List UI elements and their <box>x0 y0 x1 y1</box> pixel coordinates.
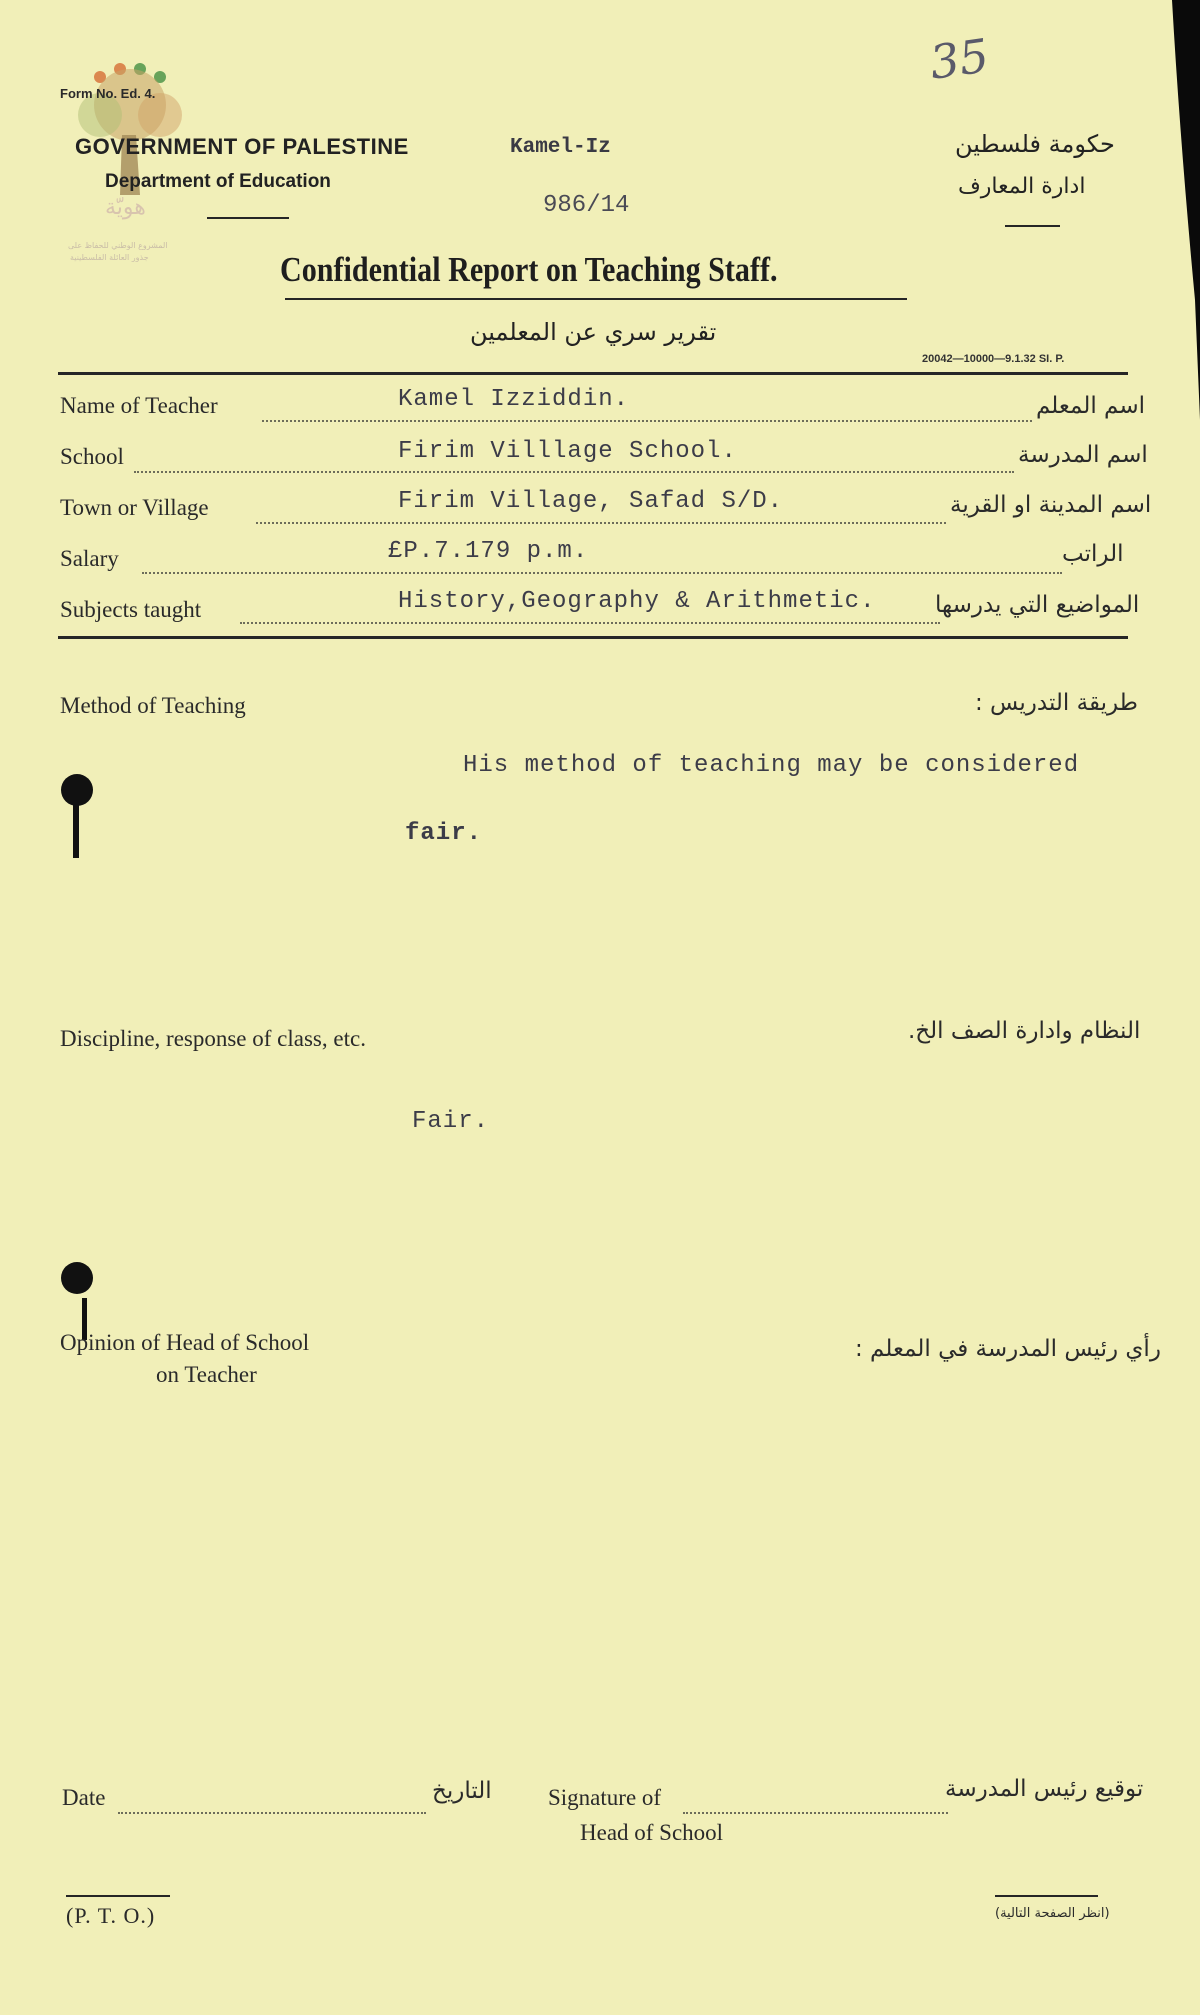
government-title-en: GOVERNMENT OF PALESTINE <box>75 134 409 159</box>
field-label-ar: اسم المدرسة <box>1018 442 1148 468</box>
section-label-ar: طريقة التدريس : <box>975 690 1138 716</box>
field-label-ar: اسم المعلم <box>1036 393 1145 419</box>
pto-rule-left <box>66 1895 170 1897</box>
department-title-en: Department of Education <box>105 171 331 192</box>
title-underline <box>285 298 907 300</box>
section-text: His method of teaching may be considered <box>463 752 1080 779</box>
pto-rule-right <box>995 1895 1098 1897</box>
field-value: Kamel Izziddin. <box>398 386 630 413</box>
field-label-en: Name of Teacher <box>60 393 218 418</box>
section-text: Fair. <box>412 1108 490 1135</box>
field-label-en: Subjects taught <box>60 597 202 622</box>
field-dotted-line <box>262 420 1032 422</box>
section-label-en: Method of Teaching <box>60 693 246 718</box>
government-title-ar: حكومة فلسطين <box>955 130 1115 158</box>
report-title-en: Confidential Report on Teaching Staff. <box>280 250 778 289</box>
watermark-caption: المشروع الوطني للحفاظ على <box>68 241 168 250</box>
fields-bottom-rule <box>58 636 1128 639</box>
pto-label-ar: (انظر الصفحة التالية) <box>995 1906 1110 1921</box>
field-value: Firim Village, Safad S/D. <box>398 488 784 515</box>
page-number: 35 <box>926 28 993 90</box>
printer-code: 20042—10000—9.1.32 SI. P. <box>922 353 1065 365</box>
section-label-ar: رأي رئيس المدرسة في المعلم : <box>855 1336 1161 1362</box>
section-label-ar: النظام وادارة الصف الخ. <box>908 1018 1141 1044</box>
section-text: fair. <box>405 820 483 847</box>
signature-label-en: Signature of <box>548 1785 662 1810</box>
field-value: Firim Villlage School. <box>398 438 737 465</box>
file-reference-name: Kamel-Iz <box>510 136 611 159</box>
watermark-caption: جذور العائلة الفلسطينية <box>70 253 149 262</box>
section-label-en: Discipline, response of class, etc. <box>60 1026 366 1051</box>
field-value: £P.7.179 p.m. <box>388 538 589 565</box>
field-dotted-line <box>134 471 1014 473</box>
field-label-ar: المواضيع التي يدرسها <box>935 592 1140 618</box>
department-title-ar: ادارة المعارف <box>958 174 1086 199</box>
field-dotted-line <box>256 522 946 524</box>
date-dotted-line <box>118 1812 426 1814</box>
field-label-en: School <box>60 444 124 469</box>
section-label-en: Opinion of Head of School <box>60 1330 310 1355</box>
file-reference-number: 986/14 <box>543 192 630 219</box>
form-number: Form No. Ed. 4. <box>60 86 156 101</box>
section-label-en: on Teacher <box>156 1362 257 1387</box>
pto-label-en: (P. T. O.) <box>66 1903 156 1928</box>
signature-label-en: Head of School <box>580 1820 724 1845</box>
field-dotted-line <box>142 572 1062 574</box>
field-label-en: Town or Village <box>60 495 209 520</box>
signature-label-ar: توقيع رئيس المدرسة <box>945 1776 1144 1802</box>
date-label-en: Date <box>62 1785 106 1810</box>
field-value: History,Geography & Arithmetic. <box>398 588 876 615</box>
fields-top-rule <box>58 372 1128 375</box>
signature-dotted-line <box>683 1812 948 1814</box>
watermark-name: هويّة <box>105 195 146 220</box>
field-label-ar: الراتب <box>1062 541 1124 567</box>
header-rule-right <box>1005 225 1060 227</box>
date-label-ar: التاريخ <box>432 1778 492 1804</box>
field-label-en: Salary <box>60 546 119 571</box>
field-label-ar: اسم المدينة او القرية <box>950 492 1152 518</box>
report-title-ar: تقرير سري عن المعلمين <box>470 318 717 346</box>
header-rule-left <box>207 217 289 219</box>
field-dotted-line <box>240 622 940 624</box>
